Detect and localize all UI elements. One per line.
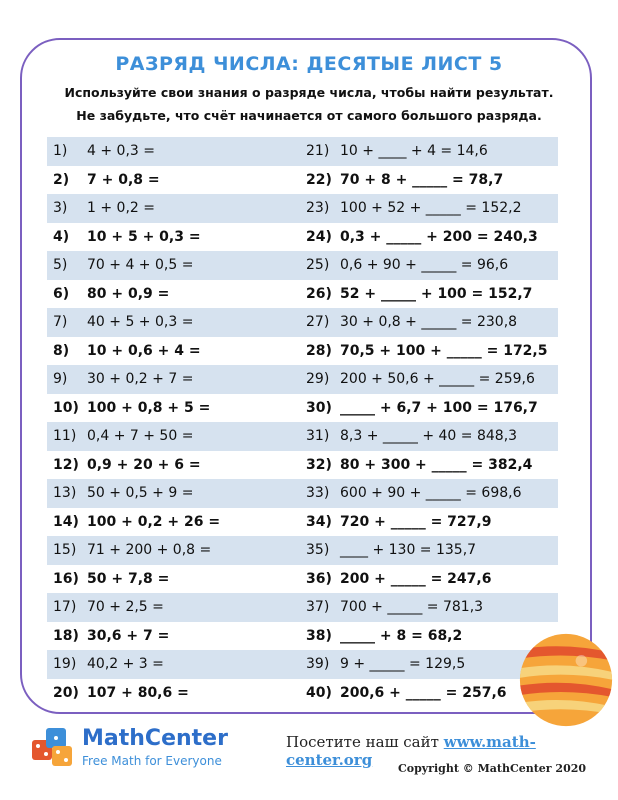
problem-expression: 52 + _____ + 100 = 152,7 — [340, 285, 533, 302]
problem-number: 16) — [53, 570, 79, 587]
problem-expression: 0,9 + 20 + 6 = — [87, 456, 201, 473]
problem-number: 9) — [53, 371, 68, 388]
problem-expression: 70 + 2,5 = — [87, 599, 164, 616]
problem-expression: 80 + 300 + _____ = 382,4 — [340, 456, 533, 473]
problem-number: 18) — [53, 627, 79, 644]
problem-number: 37) — [306, 599, 330, 616]
problem-row — [47, 223, 305, 252]
problem-number: 26) — [306, 285, 332, 302]
problem-row — [300, 536, 558, 565]
problem-expression: _____ + 6,7 + 100 = 176,7 — [340, 399, 538, 416]
problem-number: 17) — [53, 599, 77, 616]
problem-expression: 40,2 + 3 = — [87, 656, 164, 673]
problem-expression: 7 + 0,8 = — [87, 171, 160, 188]
problem-number: 12) — [53, 456, 79, 473]
problem-number: 8) — [53, 342, 70, 359]
problem-number: 22) — [306, 171, 332, 188]
problem-expression: 100 + 0,8 + 5 = — [87, 399, 211, 416]
problem-row — [47, 565, 305, 594]
problem-number: 29) — [306, 371, 330, 388]
problem-number: 10) — [53, 399, 79, 416]
instruction-line-1: Используйте свои знания о разряде числа, чтобы найти результат. — [64, 85, 554, 100]
problem-number: 23) — [306, 200, 330, 217]
problem-expression: 70,5 + 100 + _____ = 172,5 — [340, 342, 548, 359]
problem-number: 1) — [53, 143, 68, 160]
problem-expression: 200 + _____ = 247,6 — [340, 570, 492, 587]
problem-expression: 0,3 + _____ + 200 = 240,3 — [340, 228, 538, 245]
problem-row — [300, 337, 558, 366]
problem-expression: 720 + _____ = 727,9 — [340, 513, 492, 530]
problem-row — [300, 308, 558, 337]
problem-expression: 30,6 + 7 = — [87, 627, 170, 644]
problem-number: 21) — [306, 143, 330, 160]
problem-number: 33) — [306, 485, 330, 502]
problem-row — [300, 166, 558, 195]
problem-expression: 8,3 + _____ + 40 = 848,3 — [340, 428, 518, 445]
problem-expression: 70 + 8 + _____ = 78,7 — [340, 171, 504, 188]
problem-number: 15) — [53, 542, 77, 559]
problem-expression: 1 + 0,2 = — [87, 200, 155, 217]
problem-number: 11) — [53, 428, 77, 445]
problem-row — [300, 223, 558, 252]
problem-row — [300, 280, 558, 309]
problem-number: 2) — [53, 171, 70, 188]
problem-row — [47, 251, 305, 280]
problem-number: 7) — [53, 314, 68, 331]
problem-number: 14) — [53, 513, 79, 530]
problem-row — [300, 394, 558, 423]
problem-number: 5) — [53, 257, 68, 274]
problem-row — [300, 137, 558, 166]
problems-column-left — [47, 137, 305, 707]
problem-row — [300, 251, 558, 280]
problem-row — [47, 536, 305, 565]
problem-row — [300, 451, 558, 480]
problem-row — [47, 479, 305, 508]
problem-row — [300, 593, 558, 622]
problem-number: 30) — [306, 399, 332, 416]
problem-number: 39) — [306, 656, 330, 673]
problem-row — [47, 337, 305, 366]
problems-column-right — [300, 137, 558, 707]
problem-expression: 200 + 50,6 + _____ = 259,6 — [340, 371, 535, 388]
problem-number: 4) — [53, 228, 70, 245]
problem-number: 40) — [306, 684, 332, 701]
instruction-line-2: Не забудьте, что счёт начинается от самого большого разряда. — [76, 108, 542, 123]
problem-number: 24) — [306, 228, 332, 245]
problem-expression: 10 + 0,6 + 4 = — [87, 342, 201, 359]
problem-expression: 80 + 0,9 = — [87, 285, 170, 302]
problem-number: 35) — [306, 542, 330, 559]
problem-row — [300, 479, 558, 508]
problem-expression: 4 + 0,3 = — [87, 143, 155, 160]
problem-row — [47, 365, 305, 394]
problem-expression: 9 + _____ = 129,5 — [340, 656, 466, 673]
problem-expression: 30 + 0,2 + 7 = — [87, 371, 194, 388]
problem-expression: 700 + _____ = 781,3 — [340, 599, 484, 616]
problem-row — [300, 565, 558, 594]
problem-row — [47, 593, 305, 622]
problem-expression: _____ + 8 = 68,2 — [340, 627, 463, 644]
problem-row — [47, 194, 305, 223]
problem-expression: 70 + 4 + 0,5 = — [87, 257, 194, 274]
problem-row — [47, 394, 305, 423]
problem-row — [47, 679, 305, 708]
problem-row — [47, 650, 305, 679]
problem-row — [47, 137, 305, 166]
problem-number: 6) — [53, 285, 70, 302]
problem-number: 28) — [306, 342, 332, 359]
problem-row — [300, 365, 558, 394]
problem-number: 31) — [306, 428, 330, 445]
problem-number: 36) — [306, 570, 332, 587]
problem-number: 25) — [306, 257, 330, 274]
visit-text: Посетите наш сайт — [286, 733, 439, 751]
problem-expression: 100 + 0,2 + 26 = — [87, 513, 221, 530]
problem-expression: 30 + 0,8 + _____ = 230,8 — [340, 314, 518, 331]
problem-row — [47, 451, 305, 480]
problem-row — [47, 422, 305, 451]
problem-number: 38) — [306, 627, 332, 644]
brand-name: MathCenter — [82, 726, 228, 751]
problem-expression: 10 + ____ + 4 = 14,6 — [340, 143, 488, 160]
problem-row — [300, 508, 558, 537]
problem-expression: 200,6 + _____ = 257,6 — [340, 684, 507, 701]
problem-number: 32) — [306, 456, 332, 473]
problem-row — [47, 508, 305, 537]
problem-number: 13) — [53, 485, 77, 502]
problem-expression: 100 + 52 + _____ = 152,2 — [340, 200, 522, 217]
site-link[interactable]: www.math-center.org — [286, 733, 536, 769]
problem-expression: 0,4 + 7 + 50 = — [87, 428, 194, 445]
problem-row — [300, 194, 558, 223]
problem-expression: ____ + 130 = 135,7 — [340, 542, 477, 559]
problem-expression: 50 + 7,8 = — [87, 570, 170, 587]
problem-number: 19) — [53, 656, 77, 673]
problem-number: 34) — [306, 513, 332, 530]
planet-illustration — [518, 632, 614, 728]
problem-expression: 600 + 90 + _____ = 698,6 — [340, 485, 522, 502]
problem-row — [47, 280, 305, 309]
problem-expression: 107 + 80,6 = — [87, 684, 189, 701]
worksheet-title: РАЗРЯД ЧИСЛА: ДЕСЯТЫЕ ЛИСТ 5 — [115, 53, 503, 75]
problem-expression: 40 + 5 + 0,3 = — [87, 314, 194, 331]
problem-row — [300, 422, 558, 451]
problem-row — [47, 308, 305, 337]
problem-expression: 71 + 200 + 0,8 = — [87, 542, 212, 559]
problem-number: 27) — [306, 314, 330, 331]
problem-expression: 50 + 0,5 + 9 = — [87, 485, 194, 502]
problem-expression: 10 + 5 + 0,3 = — [87, 228, 201, 245]
brand-tagline: Free Math for Everyone — [82, 754, 222, 768]
copyright: Copyright © MathCenter 2020 — [398, 762, 587, 775]
problem-number: 3) — [53, 200, 68, 217]
problem-row — [47, 166, 305, 195]
mathcenter-logo-icon — [28, 722, 78, 772]
problem-row — [47, 622, 305, 651]
problem-expression: 0,6 + 90 + _____ = 96,6 — [340, 257, 509, 274]
problem-number: 20) — [53, 684, 79, 701]
